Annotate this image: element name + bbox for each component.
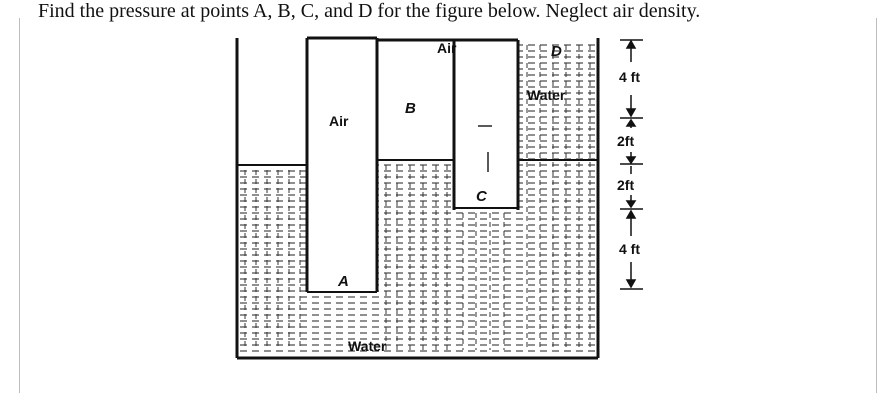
dimension-label-2: 2ft — [617, 133, 635, 149]
point-d-label: D — [551, 43, 562, 60]
dimension-label-1: 4 ft — [619, 69, 640, 85]
reference-ticks — [478, 126, 492, 172]
water-right-label: Water — [527, 87, 566, 103]
point-c-label: C — [476, 188, 487, 205]
point-a-label: A — [338, 273, 349, 290]
air-top-label: Air — [437, 40, 457, 56]
question-text: Find the pressure at points A, B, C, and D for the figure below. Neglect air density. — [38, 0, 701, 22]
point-b-label: B — [405, 100, 416, 117]
water-bottom-label: Water — [348, 338, 387, 354]
air-left-label: Air — [329, 113, 349, 129]
dimension-label-4: 4 ft — [619, 241, 640, 257]
dimension-label-3: 2ft — [617, 177, 635, 193]
